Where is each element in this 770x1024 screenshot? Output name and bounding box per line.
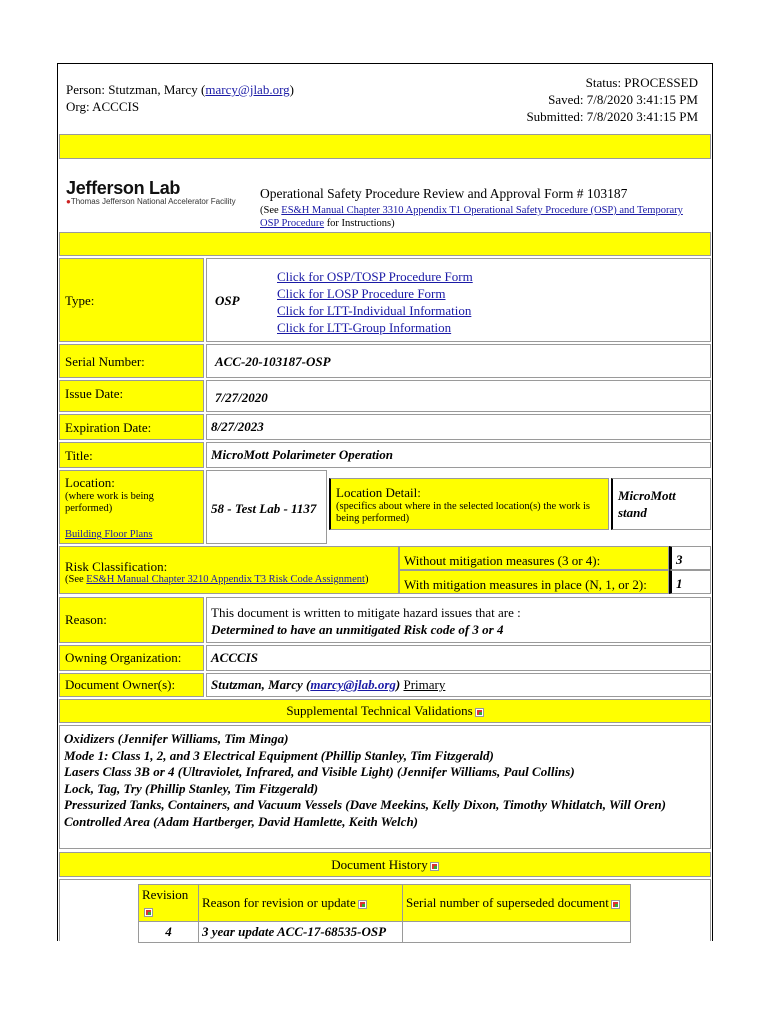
owner-email-link[interactable]: marcy@jlab.org: [310, 677, 396, 692]
title-label: Title:: [65, 448, 93, 463]
logo-text: Jefferson Lab: [66, 178, 181, 198]
org-label: Org: ACCCIS: [66, 99, 140, 114]
owning-org-label: Owning Organization:: [65, 650, 182, 665]
issue-value-cell: [206, 380, 711, 412]
type-value-cell: [206, 258, 711, 342]
owning-org-label-cell: [59, 645, 204, 671]
owner-value-cell: [206, 673, 711, 697]
title-value: MicroMott Polarimeter Operation: [211, 447, 393, 462]
building-floor-plans-link[interactable]: Building Floor Plans: [65, 529, 153, 540]
risk-label-cell: [59, 546, 399, 594]
status-text: Status: PROCESSED: [585, 75, 698, 90]
serial-label: Serial Number:: [65, 354, 145, 369]
location-detail-value: MicroMott stand: [618, 488, 676, 520]
person-suffix: ): [289, 82, 295, 97]
person-info: [66, 81, 294, 115]
revision-cell: 4: [139, 922, 199, 943]
validation-line: Lock, Tag, Try (Phillip Stanley, Tim Fitzgerald): [64, 780, 319, 796]
reason-line-1: This document is written to mitigate hazard issues that are :: [211, 605, 521, 620]
risk-without-value-cell: [669, 546, 711, 570]
serial-label-cell: [59, 344, 204, 378]
issue-label: Issue Date:: [65, 386, 124, 401]
jefferson-lab-logo: Jefferson Lab ●Thomas Jefferson National Accelerator Facility: [66, 178, 236, 206]
saved-text: Saved: 7/8/2020 3:41:15 PM: [548, 92, 698, 107]
broken-image-icon: [358, 900, 367, 909]
title-value-cell: [206, 442, 711, 468]
risk-see-prefix: (See: [65, 574, 87, 585]
risk-with-value-cell: [669, 570, 711, 594]
osp-manual-link[interactable]: ES&H Manual Chapter 3310 Appendix T1 Operational Safety Procedure (OSP) and Temporary OSP Procedure: [260, 205, 683, 229]
osp-tosp-form-link[interactable]: Click for OSP/TOSP Procedure Form: [277, 269, 473, 284]
location-detail-value-cell: [611, 478, 711, 530]
broken-image-icon: [144, 908, 153, 917]
location-detail-sublabel: (specifics about where in the selected location(s) the work is being performed): [336, 501, 590, 524]
risk-with-label-cell: [399, 570, 669, 594]
reason-line-2: Determined to have an unmitigated Risk code of 3 or 4: [211, 622, 504, 637]
see-suffix: for Instructions): [324, 218, 395, 229]
serial-header-text: Serial number of superseded document: [406, 895, 609, 910]
risk-without-label-cell: [399, 546, 669, 570]
expiration-value: 8/27/2023: [211, 419, 264, 434]
validation-line: Controlled Area (Adam Hartberger, David Hamlette, Keith Welch): [64, 813, 419, 829]
logo-subtext: Thomas Jefferson National Accelerator Facility: [70, 197, 236, 206]
validation-line: Pressurized Tanks, Containers, and Vacuum Vessels (Dave Meekins, Kelly Dixon, Timothy Whitlatch, Will Oren): [64, 797, 666, 812]
history-title: Document History: [331, 857, 428, 872]
form-title-block: [260, 186, 700, 230]
risk-without-label: Without mitigation measures (3 or 4):: [404, 553, 601, 568]
expiration-label-cell: [59, 414, 204, 440]
table-row: [139, 922, 631, 943]
person-label: Person: Stutzman, Marcy (: [66, 82, 206, 97]
procedure-links: [277, 268, 473, 336]
location-label-cell: [59, 470, 204, 544]
location-value-cell: [206, 470, 327, 544]
history-header: [59, 852, 711, 877]
location-detail-cell: [329, 478, 609, 530]
owner-label-cell: [59, 673, 204, 697]
location-detail-label: Location Detail:: [336, 485, 421, 500]
reason-label: Reason:: [65, 612, 107, 627]
revision-header-text: Revision: [142, 887, 189, 902]
owner-name: Stutzman, Marcy (: [211, 677, 311, 692]
expiration-label: Expiration Date:: [65, 420, 152, 435]
type-label: Type:: [65, 293, 95, 308]
validation-line: Oxidizers (Jennifer Williams, Tim Minga): [64, 731, 289, 746]
see-prefix: (See: [260, 205, 282, 216]
serial-cell: [403, 922, 631, 943]
supplemental-title: Supplemental Technical Validations: [286, 703, 473, 718]
supplemental-body: [59, 725, 711, 849]
form-title: Operational Safety Procedure Review and Approval Form # 103187: [260, 186, 628, 201]
reason-label-cell: [59, 597, 204, 643]
serial-column-header: [403, 885, 631, 922]
person-email-link[interactable]: marcy@jlab.org: [205, 82, 290, 97]
validation-line: Lasers Class 3B or 4 (Ultraviolet, Infrared, and Visible Light) (Jennifer Williams, Paul Collins): [64, 764, 575, 779]
expiration-value-cell: [206, 414, 711, 440]
history-header-row: [139, 885, 631, 922]
reason-value-cell: [206, 597, 711, 643]
risk-code-manual-link[interactable]: ES&H Manual Chapter 3210 Appendix T3 Risk Code Assignment: [86, 574, 365, 585]
type-value: OSP: [215, 293, 240, 308]
location-sublabel: (where work is being performed): [65, 491, 154, 514]
broken-image-icon: [475, 708, 484, 717]
losp-form-link[interactable]: Click for LOSP Procedure Form: [277, 286, 446, 301]
reason-cell: 3 year update ACC-17-68535-OSP: [199, 922, 403, 943]
ltt-individual-link[interactable]: Click for LTT-Individual Information: [277, 303, 472, 318]
reason-header-text: Reason for revision or update: [202, 895, 356, 910]
serial-value: ACC-20-103187-OSP: [215, 354, 331, 369]
submitted-text: Submitted: 7/8/2020 3:41:15 PM: [526, 109, 698, 124]
location-value: 58 - Test Lab - 1137: [211, 501, 317, 516]
owner-suffix: ): [395, 677, 401, 692]
owning-org-value: ACCCIS: [211, 650, 258, 665]
issue-value: 7/27/2020: [215, 390, 268, 405]
risk-label: Risk Classification:: [65, 559, 168, 574]
history-table: [138, 884, 631, 943]
serial-value-cell: [206, 344, 711, 378]
broken-image-icon: [611, 900, 620, 909]
risk-with-value: 1: [676, 576, 683, 591]
risk-with-label: With mitigation measures in place (N, 1, or 2):: [404, 577, 647, 592]
owner-role: Primary: [403, 677, 446, 692]
risk-see-suffix: ): [364, 574, 369, 585]
location-label: Location:: [65, 475, 115, 490]
issue-label-cell: [59, 380, 204, 412]
ltt-group-link[interactable]: Click for LTT-Group Information: [277, 320, 452, 335]
owning-org-value-cell: [206, 645, 711, 671]
owner-label: Document Owner(s):: [65, 677, 176, 692]
revision-column-header: [139, 885, 199, 922]
title-label-cell: [59, 442, 204, 468]
status-block: [526, 74, 698, 125]
reason-column-header: [199, 885, 403, 922]
yellow-separator-2: [59, 232, 711, 256]
broken-image-icon: [430, 862, 439, 871]
validation-line: Mode 1: Class 1, 2, and 3 Electrical Equipment (Phillip Stanley, Tim Fitzgerald): [64, 747, 494, 763]
supplemental-header: [59, 699, 711, 723]
risk-without-value: 3: [676, 552, 683, 567]
yellow-separator: [59, 134, 711, 159]
type-label-cell: [59, 258, 204, 342]
